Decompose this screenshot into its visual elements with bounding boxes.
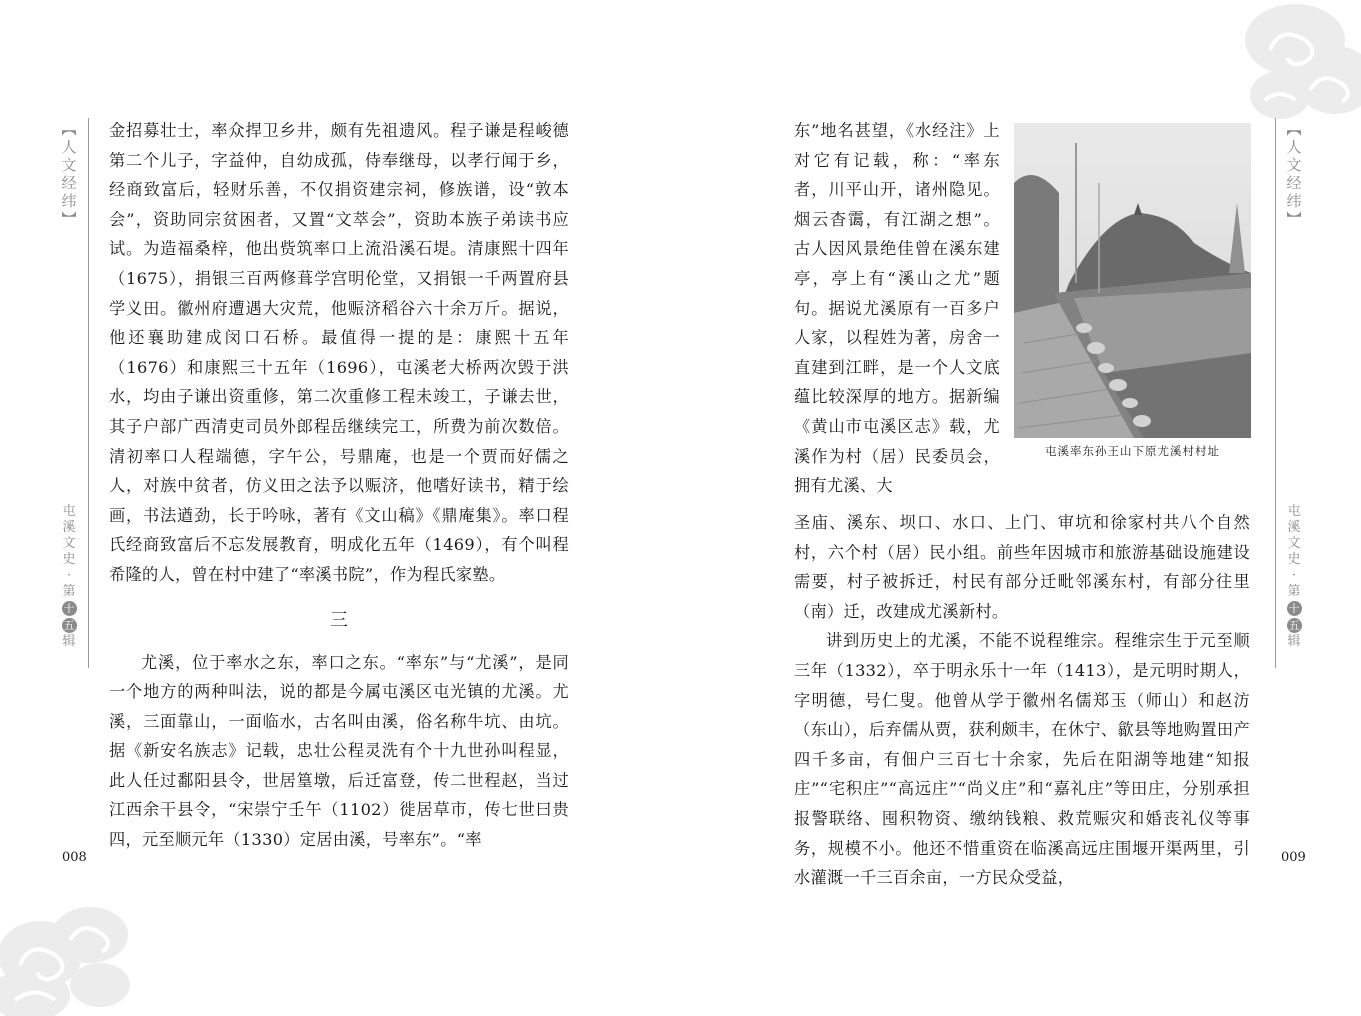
left-side-title: ︻ 人 文 经 纬 ︼ xyxy=(61,120,77,228)
right-side-series: 屯 溪 文 史 · 第 十五 辑 xyxy=(1287,504,1301,649)
paragraph: 尤溪，位于率水之东，率口之东。“率东”与“尤溪”，是同一个地方的两种叫法，说的都是今属屯溪区屯光镇的尤溪。尤溪，三面靠山，一面临水，古名叫由溪，俗名称牛坑、由坑。据《新安名族志》记载，忠壮公程灵洗有个十九世孙叫程显，此人任过鄱阳县令，世居篁墩，后迁富登，传二世程赵，当过江西余干县令，“宋崇宁壬午（1102）徙居草市，传七世曰贵四，元至顺元年（1330）定居由溪，号率东”。“率 xyxy=(109,652,569,850)
right-side-title: ︻ 人 文 经 纬 ︼ xyxy=(1286,120,1302,228)
left-page xyxy=(0,0,680,1016)
section-heading: 三 xyxy=(330,609,348,631)
photo-caption: 屯溪率东孙王山下原尤溪村村址 xyxy=(1045,444,1220,458)
cloud-ornament-icon xyxy=(1240,0,1361,135)
paragraph: 东”地名甚望，《水经注》上对它有记载，称：“率东者，川平山开，诸州隐见。烟云杳霭，有江湖之想”。古人因风景绝佳曾在溪东建亭，亭上有“溪山之尤”题句。据说尤溪原有一百多户人家，以程姓为著，房舍一直建到江畔，是一个人文底蕴比较深厚的地方。据新编《黄山市屯溪区志》载，尤溪作为村（居）民委员会，拥有尤溪、大 xyxy=(794,121,1000,496)
paragraph: 金招募壮士，率众捍卫乡井，颇有先祖遗风。程子谦是程峻德第二个儿子，字益仲，自幼成孤，侍奉继母，以孝行闻于乡，经商致富后，轻财乐善，不仅捐资建宗祠，修族谱，设“敦本会”，资助同宗贫困者，又置“文萃会”，资助本族子弟读书应试。为造福桑梓，他出赀筑率口上流沿溪石堤。清康熙十四年（1675），捐银三百两修葺学宫明伦堂，又捐银一千两置府县学义田。徽州府遭遇大灾荒，他赈济稻谷六十余万斤。据说，他还襄助建成闵口石桥。最值得一提的是：康熙十五年（1676）和康熙三十五年（1696），屯溪老大桥两次毁于洪水，均由子谦出资重修，第二次重修工程未竣工，子谦去世，其子户部广西清吏司员外郎程岳继续完工，所费为前次数倍。清初率口人程端德，字午公，号鼎庵，也是一个贾而好儒之人，对族中贫者，仿义田之法予以赈济，他嗜好读书，精于绘画，书法遒劲，长于吟咏，著有《文山稿》《鼎庵集》。率口程氏经商致富后不忘发展教育，明成化五年（1469），有个叫程希隆的人，曾在村中建了“率溪书院”，作为程氏家塾。 xyxy=(109,121,569,584)
right-side-rule xyxy=(1275,118,1276,668)
cloud-ornament-icon xyxy=(0,895,150,1016)
page-number: 008 xyxy=(62,850,87,865)
left-body xyxy=(109,116,569,855)
village-site-photo xyxy=(1014,123,1251,438)
left-side-series: 屯 溪 文 史 · 第 十五 辑 xyxy=(62,504,76,649)
left-side-rule xyxy=(88,118,89,668)
paragraph: 讲到历史上的尤溪，不能不说程维宗。程维宗生于元至顺三年（1332），卒于明永乐十一年（1413），是元明时期人，字明德，号仁叟。他曾从学于徽州名儒郑玉（师山）和赵汸（东山），后弃儒从贾，获利颇丰，在休宁、歙县等地购置田产四千多亩，有佃户三百七十余家，先后在阳湖等地建“知报庄”“宅积庄”“高远庄”“尚义庄”和“嘉礼庄”等田庄，分别承担报警联络、囤积物资、缴纳钱粮、救荒赈灾和婚丧礼仪等事务，规模不小。他还不惜重资在临溪高远庄围堰开渠两里，引水灌溉一千三百余亩，一方民众受益， xyxy=(794,631,1250,888)
page-number: 009 xyxy=(1281,850,1306,865)
paragraph: 圣庙、溪东、坝口、水口、上门、审坑和徐家村共八个自然村，六个村（居）民小组。前些年因城市和旅游基础设施建设需要，村子被拆迁，村民有部分迁毗邻溪东村，有部分往里（南）迁，改建成尤溪新村。 xyxy=(794,513,1250,621)
right-body-top xyxy=(794,116,1000,501)
right-body-rest xyxy=(794,508,1250,893)
